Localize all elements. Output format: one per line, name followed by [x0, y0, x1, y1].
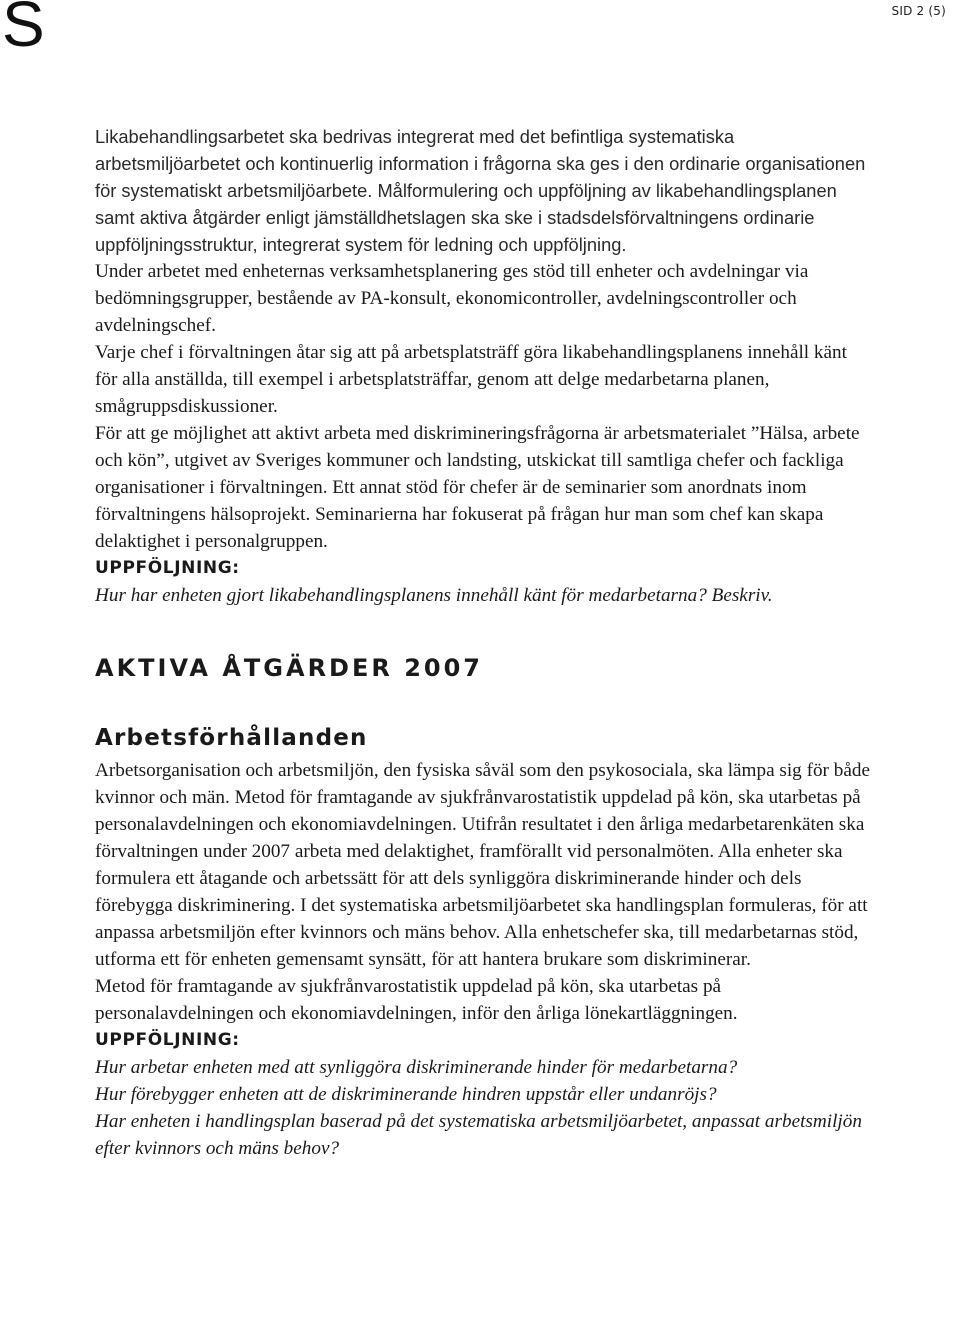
followup-question: Har enheten i handlingsplan baserad på det systematiska arbetsmiljöarbetet, anpassat arbetsmiljön efter kvinnors och mäns behov?: [95, 1111, 862, 1159]
intro-paragraph: Likabehandlingsarbetet ska bedrivas integrerat med det befintliga systematiska arbetsmiljöarbetet och kontinuerlig information i frågorna ska ges i den ordinarie organisationen för systematiskt arbetsmiljöarbete. Målformulering och uppföljning av likabehandlingsplanen samt aktiva åtgärder enligt jämställdhetslagen ska ske i stadsdelsförvaltningens ordinarie uppföljningsstruktur, integrerat system för ledning och uppföljning.: [95, 126, 866, 255]
page-number: SID 2 (5): [891, 4, 946, 18]
paragraph-working-material: För att ge möjlighet att aktivt arbeta med diskrimineringsfrågorna är arbetsmaterialet ”Hälsa, arbete och kön”, utgivet av Sveriges kommuner och landsting, utskickat till samtliga chefer och fackliga organisationer i förvaltningen. Ett annat stöd för chefer är de seminarier som anordnats inom förvaltningens hälsoprojekt. Seminarierna har fokuserat på frågan hur man som chef kan skapa delaktighet i personalgruppen.: [95, 423, 860, 552]
followup-label: UPPFÖLJNING:: [95, 558, 240, 578]
followup-question: Hur har enheten gjort likabehandlingsplanens innehåll känt för medarbetarna? Beskriv.: [95, 585, 773, 606]
followup-question: Hur förebygger enheten att de diskriminerande hindren uppstår eller undanröjs?: [95, 1084, 717, 1105]
paragraph-work-conditions: Arbetsorganisation och arbetsmiljön, den fysiska såväl som den psykosociala, ska lämpa sig för både kvinnor och män. Metod för framtagande av sjukfrånvarostatistik uppdelad på kön, ska utarbetas på personalavdelningen och ekonomiavdelningen. Utifrån resultatet i den årliga medarbetarenkäten ska förvaltningen under 2007 arbeta med delaktighet, framförallt vid personalmöten. Alla enheter ska formulera ett åtagande och arbetssätt för att dels synliggöra diskriminerande hinder och dels förebygga diskriminering. I det systematiska arbetsmiljöarbetet ska handlingsplan formuleras, för att anpassa arbetsmiljön efter kvinnors och mäns behov. Alla enhetschefer ska, till medarbetarnas stöd, utforma ett för enheten gemensamt synsätt, för att hantera brukare som diskriminerar.: [95, 760, 870, 970]
subsection-heading: Arbetsförhållanden: [95, 725, 368, 751]
organization-logo-letter: S: [2, 0, 45, 60]
document-body: [95, 123, 870, 1162]
followup-question: Hur arbetar enheten med att synliggöra diskriminerande hinder för medarbetarna?: [95, 1057, 738, 1078]
paragraph-sick-leave-method: Metod för framtagande av sjukfrånvarostatistik uppdelad på kön, ska utarbetas på personalavdelningen och ekonomiavdelningen, inför den årliga lönekartläggningen.: [95, 976, 738, 1024]
section-heading: AKTIVA ÅTGÄRDER 2007: [95, 654, 483, 682]
followup-label: UPPFÖLJNING:: [95, 1030, 240, 1050]
paragraph-support-planning: Under arbetet med enheternas verksamhetsplanering ges stöd till enheter och avdelningar via bedömningsgrupper, bestående av PA-konsult, ekonomicontroller, avdelningscontroller och avdelningschef.: [95, 261, 809, 336]
paragraph-manager-commitment: Varje chef i förvaltningen åtar sig att på arbetsplatsträff göra likabehandlingsplanens innehåll känt för alla anställda, till exempel i arbetsplatsträffar, genom att delge medarbetarna planen, smågruppsdiskussioner.: [95, 342, 847, 417]
